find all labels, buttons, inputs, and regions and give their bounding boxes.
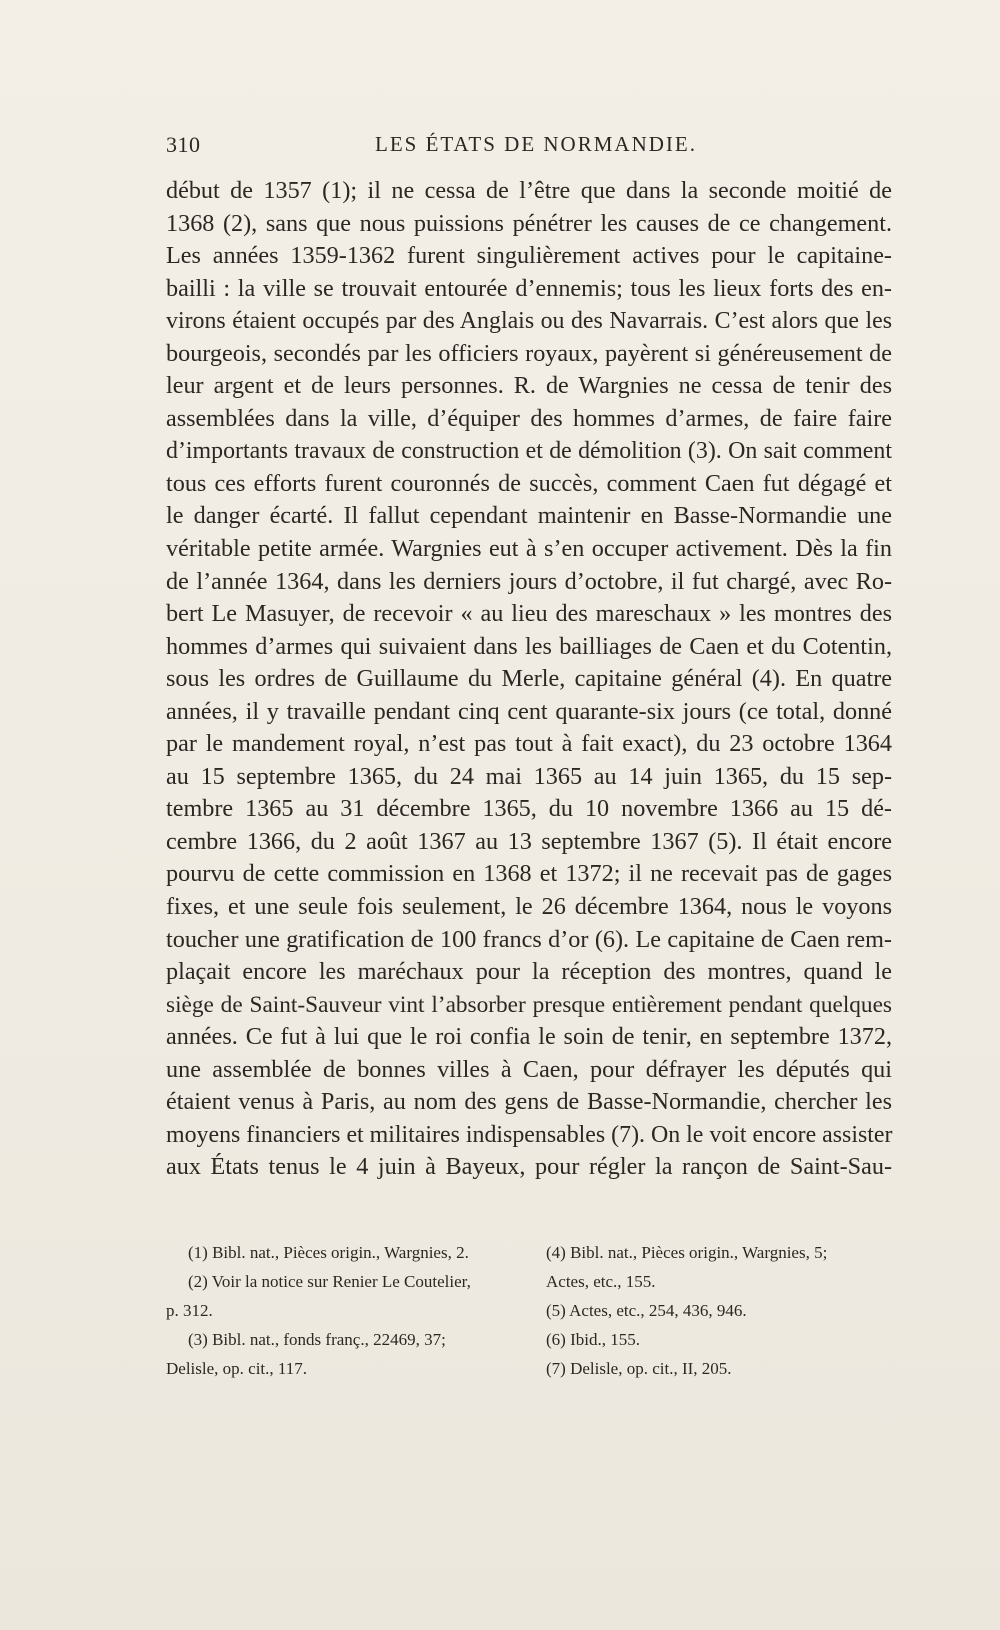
text-line: de l’année 1364, dans les derniers jours d’octobre, il fut chargé, avec Ro-	[166, 567, 892, 595]
text-line: par le mandement royal, n’est pas tout à fait exact), du 23 octobre 1364	[166, 730, 892, 758]
text-line: leur argent et de leurs personnes. R. de Wargnies ne cessa de tenir des	[166, 372, 892, 400]
text-line: bert Le Masuyer, de recevoir « au lieu des mareschaux » les montres des	[166, 600, 892, 628]
footnotes-left-column	[166, 1238, 516, 1383]
text-line: au 15 septembre 1365, du 24 mai 1365 au 14 juin 1365, du 15 sep-	[166, 762, 892, 790]
text-line: d’importants travaux de construction et de démolition (3). On sait comment	[166, 438, 892, 465]
text-line: années, il y travaille pendant cinq cent quarante-six jours (ce total, donné	[166, 697, 892, 725]
text-line: fixes, et une seule fois seulement, le 26 décembre 1364, nous le voyons	[166, 893, 892, 921]
text-line: années. Ce fut à lui que le roi confia le soin de tenir, en septembre 1372,	[166, 1023, 892, 1051]
footnote-continuation: Actes, etc., 155.	[546, 1272, 656, 1291]
footnote: (1) Bibl. nat., Pièces origin., Wargnies, 2.	[188, 1243, 469, 1262]
footnotes-right-column	[546, 1238, 896, 1383]
text-line: toucher une gratification de 100 francs d’or (6). Le capitaine de Caen rem-	[166, 925, 892, 953]
text-line: bourgeois, secondés par les officiers royaux, payèrent si généreusement de	[166, 339, 892, 367]
footnote-continuation: Delisle, op. cit., 117.	[166, 1359, 308, 1378]
text-line: étaient venus à Paris, au nom des gens de Basse-Normandie, chercher les	[166, 1088, 892, 1116]
text-line: début de 1357 (1); il ne cessa de l’être que dans la seconde moitié de	[166, 177, 892, 204]
text-line: une assemblée de bonnes villes à Caen, pour défrayer les députés qui	[166, 1055, 892, 1083]
text-line: siège de Saint-Sauveur vint l’absorber presque entièrement pendant quelques	[166, 991, 892, 1018]
page-header	[166, 132, 906, 160]
footnote: (5) Actes, etc., 254, 436, 946.	[546, 1301, 747, 1320]
text-line: assemblées dans la ville, d’équiper des hommes d’armes, de faire faire	[166, 404, 892, 432]
body-text	[166, 175, 892, 1184]
page-number: 310	[166, 132, 201, 157]
footnote: (4) Bibl. nat., Pièces origin., Wargnies, 5;	[546, 1243, 828, 1262]
text-line: pourvu de cette commission en 1368 et 1372; il ne recevait pas de gages	[166, 860, 892, 888]
text-line: tous ces efforts furent couronnés de succès, comment Caen fut dégagé et	[166, 469, 892, 497]
text-line: Les années 1359-1362 furent singulièrement actives pour le capitaine-	[166, 242, 892, 270]
text-line: plaçait encore les maréchaux pour la réception des montres, quand le	[166, 958, 892, 986]
footnote-continuation: p. 312.	[166, 1301, 213, 1320]
text-line: le danger écarté. Il fallut cependant maintenir en Basse-Normandie une	[166, 502, 892, 530]
text-line: véritable petite armée. Wargnies eut à s’en occuper activement. Dès la fin	[166, 535, 892, 563]
footnote: (2) Voir la notice sur Renier Le Coutelier,	[188, 1272, 471, 1291]
text-line: aux États tenus le 4 juin à Bayeux, pour régler la rançon de Saint-Sau-	[166, 1153, 892, 1181]
text-line: hommes d’armes qui suivaient dans les bailliages de Caen et du Cotentin,	[166, 632, 892, 660]
footnote: (7) Delisle, op. cit., II, 205.	[546, 1359, 732, 1378]
text-line: sous les ordres de Guillaume du Merle, capitaine général (4). En quatre	[166, 665, 892, 693]
text-line: tembre 1365 au 31 décembre 1365, du 10 novembre 1366 au 15 dé-	[166, 795, 892, 823]
text-line: 1368 (2), sans que nous puissions pénétrer les causes de ce changement.	[166, 209, 892, 237]
footnote: (6) Ibid., 155.	[546, 1330, 640, 1349]
footnote: (3) Bibl. nat., fonds franç., 22469, 37;	[188, 1330, 446, 1349]
running-title: LES ÉTATS DE NORMANDIE.	[375, 132, 697, 156]
text-line: bailli : la ville se trouvait entourée d’ennemis; tous les lieux forts des en-	[166, 274, 892, 302]
text-line: cembre 1366, du 2 août 1367 au 13 septembre 1367 (5). Il était encore	[166, 827, 892, 855]
text-line: virons étaient occupés par des Anglais ou des Navarrais. C’est alors que les	[166, 308, 892, 335]
text-line: moyens financiers et militaires indispensables (7). On le voit encore assister	[166, 1121, 893, 1148]
